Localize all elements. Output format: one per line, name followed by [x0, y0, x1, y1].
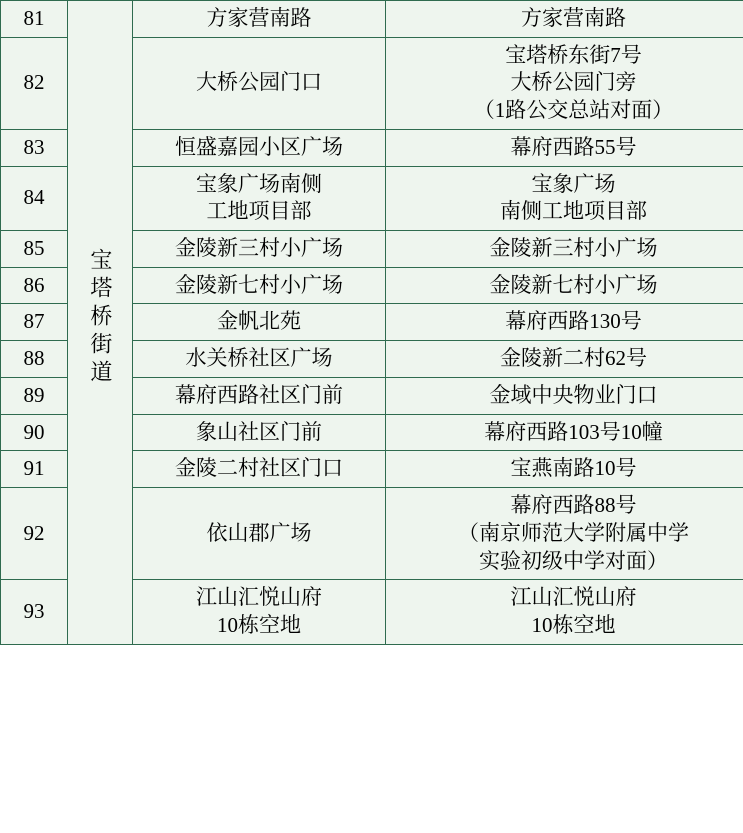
table-row	[1, 1, 743, 38]
row-number: 93	[1, 580, 68, 644]
location-address	[386, 341, 743, 378]
location-address-line: 幕府西路130号	[505, 309, 642, 334]
location-address-line: 南侧工地项目部	[500, 199, 647, 224]
location-address	[386, 488, 743, 580]
row-number: 87	[1, 304, 68, 341]
location-name-line: 金陵新七村小广场	[175, 272, 343, 297]
row-number: 82	[1, 37, 68, 129]
location-address	[386, 414, 743, 451]
row-number: 81	[1, 1, 68, 38]
location-name	[133, 267, 386, 304]
location-name-line: 金陵二村社区门口	[175, 456, 343, 481]
location-name	[133, 377, 386, 414]
location-address	[386, 1, 743, 38]
location-address-line: 大桥公园门旁	[510, 70, 637, 95]
location-address	[386, 231, 743, 268]
location-name	[133, 488, 386, 580]
location-name-line: 依山郡广场	[206, 520, 312, 545]
location-name	[133, 37, 386, 129]
row-number: 84	[1, 166, 68, 230]
location-name-line: 大桥公园门口	[196, 70, 322, 95]
location-name-line: 幕府西路社区门前	[175, 382, 343, 407]
row-number: 89	[1, 377, 68, 414]
row-number: 83	[1, 129, 68, 166]
location-address-line: 宝燕南路10号	[510, 456, 637, 481]
location-name	[133, 341, 386, 378]
location-address-line: 幕府西路55号	[510, 134, 637, 159]
row-number: 85	[1, 231, 68, 268]
location-address	[386, 129, 743, 166]
location-name	[133, 414, 386, 451]
location-name	[133, 129, 386, 166]
location-address	[386, 166, 743, 230]
street-name-vertical: 宝塔桥街道	[87, 248, 113, 389]
location-name-line: 金陵新三村小广场	[175, 236, 343, 261]
location-name-line: 水关桥社区广场	[185, 346, 333, 371]
row-number: 90	[1, 414, 68, 451]
location-name-line: 恒盛嘉园小区广场	[175, 134, 343, 159]
row-number: 91	[1, 451, 68, 488]
location-name	[133, 231, 386, 268]
location-name-line: 江山汇悦山府	[196, 585, 322, 610]
row-number: 88	[1, 341, 68, 378]
location-address	[386, 580, 743, 644]
location-name	[133, 1, 386, 38]
location-name	[133, 304, 386, 341]
table-body	[1, 1, 743, 645]
location-address	[386, 377, 743, 414]
location-address-line: 宝象广场	[531, 171, 616, 196]
row-number: 86	[1, 267, 68, 304]
row-number: 92	[1, 488, 68, 580]
location-address-line: 金陵新二村62号	[500, 346, 647, 371]
location-address-line: 江山汇悦山府	[510, 585, 637, 610]
street-name-cell	[68, 1, 133, 645]
location-address	[386, 451, 743, 488]
location-address-line: 金陵新三村小广场	[489, 236, 658, 261]
location-name-line: 10栋空地	[217, 612, 301, 637]
location-address-line: （南京师范大学附属中学	[458, 520, 689, 545]
location-name-line: 金帆北苑	[217, 309, 301, 334]
location-address-line: 金域中央物业门口	[489, 382, 658, 407]
location-address	[386, 267, 743, 304]
location-address-line: （1路公交总站对面）	[473, 98, 674, 123]
location-address	[386, 304, 743, 341]
location-address-line: 方家营南路	[521, 6, 626, 30]
location-name	[133, 451, 386, 488]
location-address-line: 10栋空地	[531, 612, 616, 637]
location-name-line: 工地项目部	[206, 199, 312, 224]
location-address-line: 实验初级中学对面）	[479, 548, 668, 573]
location-address-line: 宝塔桥东街7号	[505, 42, 642, 67]
location-name-line: 宝象广场南侧	[196, 171, 322, 196]
location-address	[386, 37, 743, 129]
location-name	[133, 580, 386, 644]
location-address-line: 幕府西路103号10幢	[484, 419, 663, 444]
location-address-line: 幕府西路88号	[510, 493, 637, 518]
location-name-line: 象山社区门前	[196, 419, 322, 444]
location-address-line: 金陵新七村小广场	[489, 272, 658, 297]
location-name	[133, 166, 386, 230]
location-name-line: 方家营南路	[206, 6, 312, 30]
